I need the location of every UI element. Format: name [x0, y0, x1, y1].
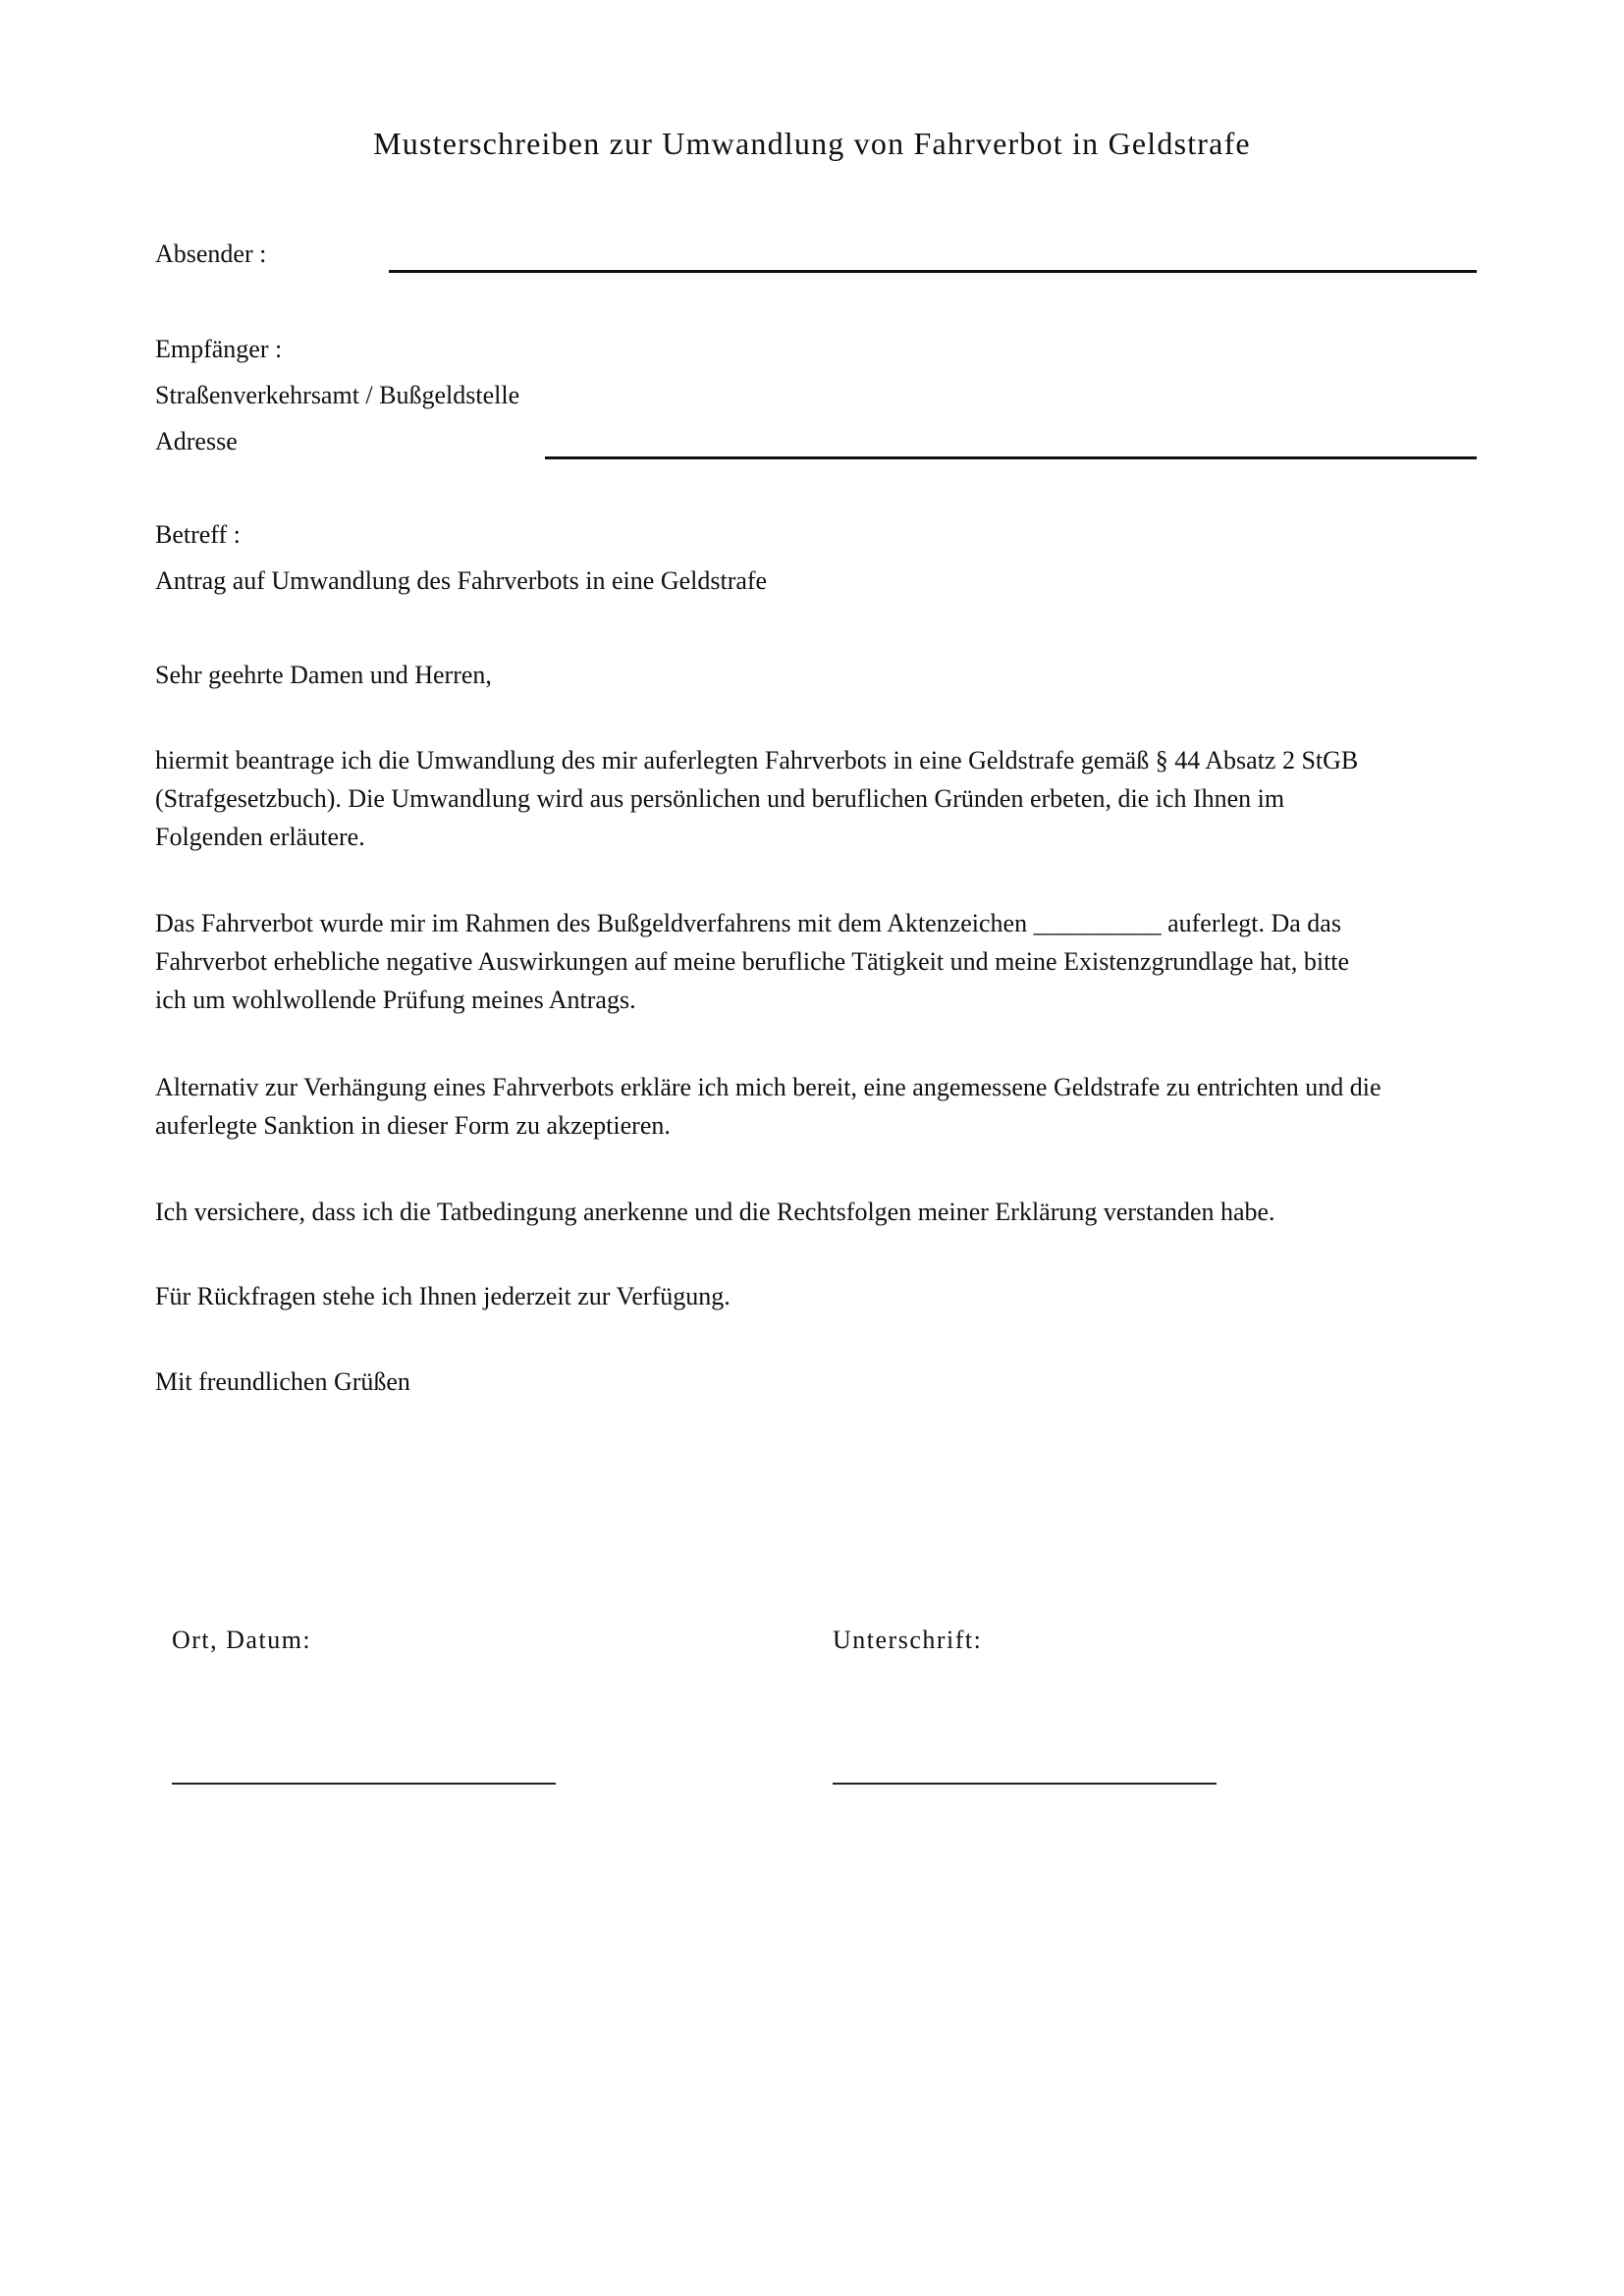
document-title: Musterschreiben zur Umwandlung von Fahrverbot in Geldstrafe: [373, 126, 1251, 161]
address-label: Adresse: [155, 427, 238, 455]
address-field-line[interactable]: [545, 456, 1477, 459]
paragraph-line: (Strafgesetzbuch). Die Umwandlung wird aus persönlichen und beruflichen Gründen erbeten, die ich Ihnen im: [155, 784, 1285, 813]
closing-phrase: Mit freundlichen Grüßen: [155, 1367, 410, 1396]
place-date-label: Ort, Datum:: [172, 1626, 312, 1654]
subject-label: Betreff :: [155, 520, 241, 549]
paragraph-line: auferlegte Sanktion in dieser Form zu akzeptieren.: [155, 1111, 671, 1140]
body-paragraph-2: [155, 904, 1481, 1019]
paragraph-line: Folgenden erläutere.: [155, 823, 365, 851]
place-date-line[interactable]: [172, 1783, 556, 1785]
signature-label: Unterschrift:: [833, 1626, 983, 1654]
sender-label: Absender :: [155, 240, 267, 268]
recipient-label: Empfänger :: [155, 335, 283, 363]
recipient-authority: Straßenverkehrsamt / Bußgeldstelle: [155, 381, 520, 409]
salutation: Sehr geehrte Damen und Herren,: [155, 661, 492, 689]
sender-field-line[interactable]: [389, 270, 1477, 273]
subject-text: Antrag auf Umwandlung des Fahrverbots in eine Geldstrafe: [155, 566, 768, 595]
body-paragraph-3: [155, 1068, 1481, 1145]
paragraph-line: Fahrverbot erhebliche negative Auswirkungen auf meine berufliche Tätigkeit und meine Existenzgrundlage hat, bitte: [155, 947, 1350, 976]
body-paragraph-4: Ich versichere, dass ich die Tatbedingung anerkenne und die Rechtsfolgen meiner Erklärung verstanden habe.: [155, 1198, 1275, 1226]
paragraph-line: hiermit beantrage ich die Umwandlung des mir auferlegten Fahrverbots in eine Geldstrafe gemäß § 44 Absatz 2 StGB: [155, 746, 1359, 774]
body-paragraph-1: [155, 741, 1481, 856]
signature-line[interactable]: [833, 1783, 1217, 1785]
paragraph-line: Alternativ zur Verhängung eines Fahrverbots erkläre ich mich bereit, eine angemessene Geldstrafe zu entrichten und die: [155, 1073, 1381, 1101]
paragraph-line: ich um wohlwollende Prüfung meines Antrags.: [155, 986, 636, 1014]
paragraph-line: Das Fahrverbot wurde mir im Rahmen des Bußgeldverfahrens mit dem Aktenzeichen __________ auferlegt. Da das: [155, 909, 1341, 937]
body-paragraph-5: Für Rückfragen stehe ich Ihnen jederzeit zur Verfügung.: [155, 1282, 731, 1310]
